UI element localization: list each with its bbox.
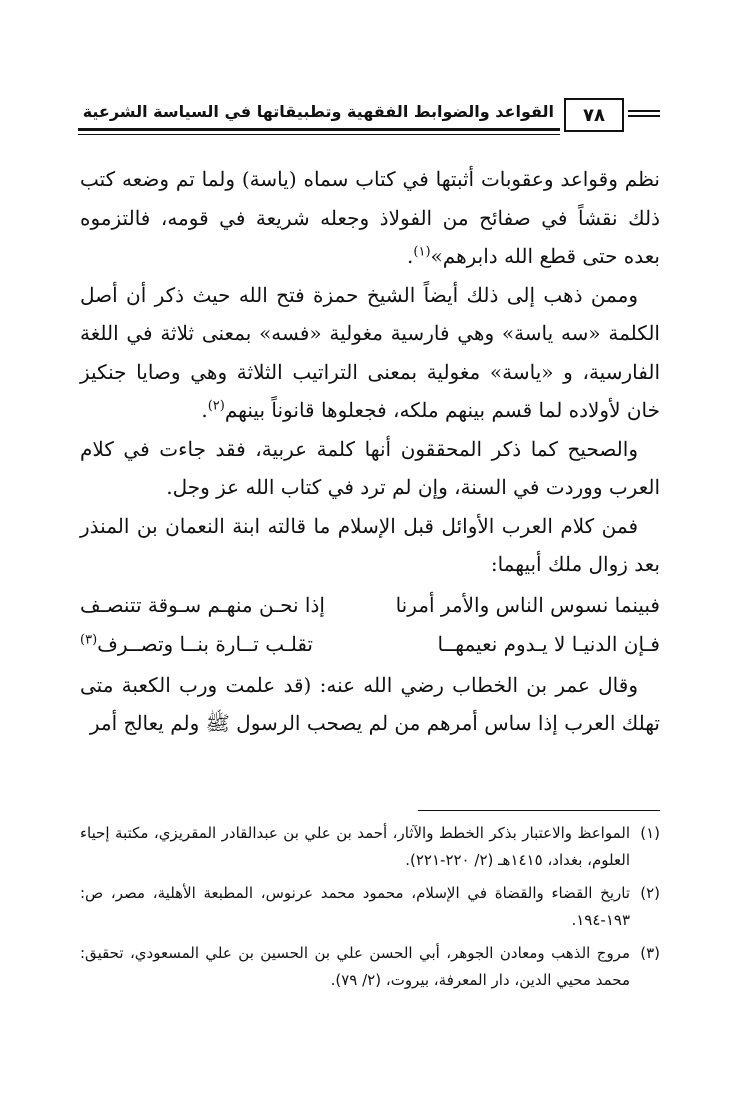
- paragraph-2: [80, 276, 660, 430]
- main-text: [80, 160, 660, 743]
- verse-1-second-hemistich: إذا نحـن منهـم سـوقة تتنصـف: [80, 592, 325, 617]
- footnote-3: [80, 940, 660, 994]
- footnote-separator: [418, 810, 660, 811]
- footnote-ref-2: (٢): [207, 398, 225, 414]
- paragraph-2-text: وممن ذهب إلى ذلك أيضاً الشيخ حمزة فتح الله حيث ذكر أن أصل الكلمة «سه ياسة» وهي فارسية مغولية «فسه» بمعنى ثلاثة في اللغة الفارسية، و «ياسة» مغولية بمعنى التراتيب الثلاثة وهي وصايا جنكيز خان لأولاده لما قسم بينهم ملكه، فجعلوها قانوناً بينهم: [80, 282, 660, 422]
- footnote-3-number: (٣): [640, 944, 660, 962]
- paragraph-1: [80, 160, 660, 276]
- verse-1-first-hemistich: فبينما نسوس الناس والأمر أمرنا: [395, 592, 660, 617]
- verse-2-second-text: تقلـب تــارة بنــا وتصــرف: [97, 631, 313, 656]
- verse-1: [80, 586, 660, 625]
- poem: [80, 586, 660, 664]
- header-rule-thick: [78, 128, 560, 131]
- footnote-ref-1: (١): [413, 244, 431, 260]
- page-number: ٧٨: [583, 104, 605, 126]
- paragraph-2-end: .: [201, 398, 208, 422]
- paragraph-4: فمن كلام العرب الأوائل قبل الإسلام ما قالته ابنة النعمان بن المنذر بعد زوال ملك أبيهما:: [80, 513, 660, 576]
- footnote-2-text: تاريخ القضاء والقضاة في الإسلام، محمود محمد عرنوس، المطبعة الأهلية، مصر، ص: ١٩٣-١٩٤.: [80, 884, 630, 929]
- verse-2-second-hemistich: [80, 625, 313, 664]
- footnote-1: [80, 820, 660, 874]
- footnote-1-number: (١): [640, 824, 660, 842]
- header-rule-thin: [78, 134, 560, 135]
- footnote-3-text: مروج الذهب ومعادن الجوهر، أبي الحسن علي بن الحسين بن علي المسعودي، تحقيق: محمد محيي الدين، دار المعرفة، بيروت، (٢/ ٧٩).: [80, 944, 630, 989]
- footnote-2: [80, 880, 660, 934]
- footnote-2-number: (٢): [640, 884, 660, 902]
- page-header: [78, 98, 660, 138]
- header-ornament: [628, 110, 660, 120]
- verse-2: [80, 625, 660, 664]
- footnotes: [80, 820, 660, 1000]
- verse-2-first-hemistich: فـإن الدنيـا لا يـدوم نعيمهــا: [437, 631, 660, 656]
- paragraph-3: والصحيح كما ذكر المحققون أنها كلمة عربية، فقد جاءت في كلام العرب ووردت في السنة، وإن لم ترد في كتاب الله عز وجل.: [80, 436, 660, 499]
- paragraph-1-text: نظم وقواعد وعقوبات أثبتها في كتاب سماه (ياسة) ولما تم وضعه كتب ذلك نقشاً في صفائح من الفولاذ وجعله شريعة في قومه، فالتزموه بعده حتى قطع الله دابرهم»: [80, 167, 660, 268]
- footnote-ref-3: (٣): [80, 632, 98, 648]
- running-title: القواعد والضوابط الفقهية وتطبيقاتها في السياسة الشرعية: [82, 102, 554, 121]
- footnote-1-text: المواعظ والاعتبار بذكر الخطط والآثار، أحمد بن علي بن عبدالقادر المقريزي، مكتبة إحياء العلوم، بغداد، ١٤١٥هـ (٢/ ٢٢٠-٢٢١).: [80, 824, 630, 869]
- paragraph-5: وقال عمر بن الخطاب رضي الله عنه: (قد علمت ورب الكعبة متى تهلك العرب إذا ساس أمرهم من لم يصحب الرسول ﷺ ولم يعالج أمر: [80, 672, 660, 735]
- page-number-box: [564, 98, 624, 132]
- paragraph-1-end: .: [407, 244, 414, 268]
